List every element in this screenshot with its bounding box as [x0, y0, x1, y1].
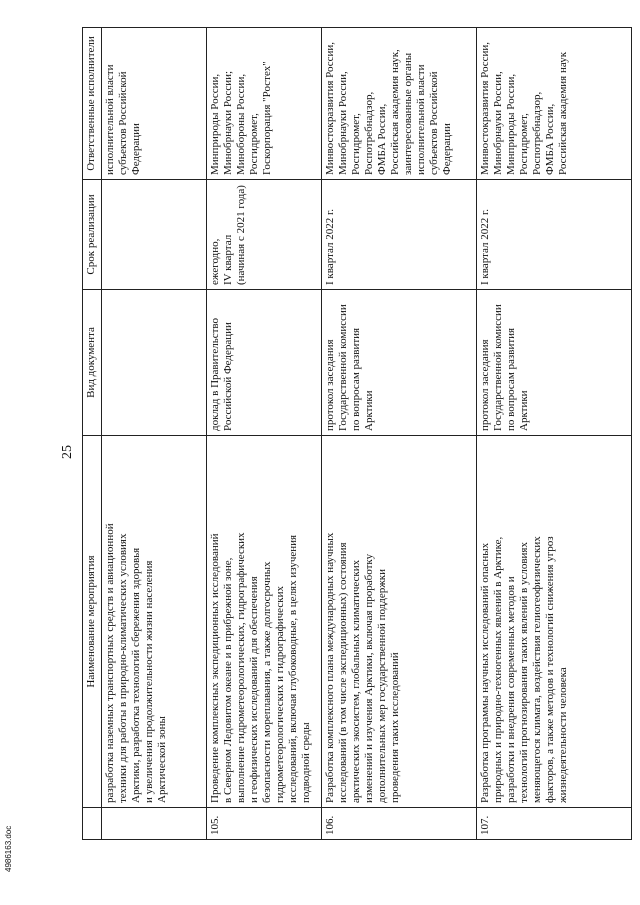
text-line: Росгидромет,	[349, 113, 362, 175]
text-line: разработки и внедрения современных методов и	[504, 576, 517, 803]
text-line: Минприроды России,	[209, 73, 221, 175]
text-line: заинтересованные органы	[401, 52, 414, 175]
text-line: субъектов Российской	[116, 71, 129, 175]
row-number: 107.	[477, 808, 632, 840]
text-line: Арктики	[517, 390, 530, 431]
header-deadline: Срок реализации	[83, 180, 102, 290]
text-line: Минвостокразвития России,	[479, 41, 491, 175]
document-type-cell	[207, 290, 322, 436]
responsible-cell	[207, 28, 322, 180]
table-row	[477, 28, 632, 840]
header-number	[83, 808, 102, 840]
text-line: Проведение комплексных экспедиционных исследований	[209, 533, 221, 803]
text-line: исполнительной власти	[104, 64, 116, 175]
text-line: ФМБА России,	[543, 103, 556, 175]
deadline-cell	[102, 180, 207, 290]
text-line: Разработка комплексного плана международных научных	[324, 532, 336, 803]
text-line: ежегодно,	[209, 238, 221, 285]
measure-name-cell	[207, 436, 322, 808]
rotated-table-frame	[82, 28, 612, 840]
responsible-cell	[322, 28, 477, 180]
table-row	[322, 28, 477, 840]
table-row	[102, 28, 207, 840]
text-line: проведения таких исследований	[388, 652, 401, 803]
text-line: Федерации	[129, 123, 142, 175]
text-line: исследований (в том числе экспедиционных) состояния	[336, 542, 349, 803]
text-line: Минобрнауки России,	[491, 71, 504, 175]
text-line: гидрометеорологических и гидрографических	[273, 586, 286, 803]
responsible-cell	[102, 28, 207, 180]
text-line: выполнение гидрометеорологических, гидрографических	[234, 532, 247, 803]
text-line: разработка наземных транспортных средств и авиационной	[104, 523, 116, 803]
text-line: IV квартал	[221, 234, 234, 285]
text-line: I квартал 2022 г.	[479, 209, 491, 285]
text-line: Российская академия наук,	[388, 49, 401, 175]
text-line: жизнедеятельности человека	[556, 667, 569, 803]
text-line: природных и природно-техногенных явлений в Арктике,	[491, 536, 504, 803]
table-row	[207, 28, 322, 840]
measure-name-cell	[322, 436, 477, 808]
text-line: (начиная с 2021 года)	[234, 185, 247, 285]
text-line: арктических экосистем, глобальных климатических	[349, 559, 362, 803]
text-line: и увеличения продолжительности жизни населения	[142, 560, 155, 803]
deadline-cell	[477, 180, 632, 290]
row-number	[102, 808, 207, 840]
text-line: Роспотребнадзор,	[530, 91, 543, 175]
text-line: исследований, включая глубоководные, в целях изучения	[286, 534, 299, 803]
text-line: Росгидромет,	[247, 113, 260, 175]
text-line: Минобрнауки России,	[336, 71, 349, 175]
text-line: Арктики, разработка технологий сбережения здоровья	[129, 547, 142, 803]
text-line: изменений и изучения Арктики, включая проработку	[362, 553, 375, 803]
text-line: меняющегося климата, воздействия гелиогеофизических	[530, 536, 543, 803]
text-line: доклад в Правительство	[209, 317, 221, 431]
text-line: Росгидромет,	[517, 113, 530, 175]
text-line: Государственной комиссии	[336, 304, 349, 431]
text-line: факторов, а также методов и технологий снижения угроз	[543, 536, 556, 803]
text-line: Минприроды России,	[504, 73, 517, 175]
header-responsible: Ответственные исполнители	[83, 28, 102, 180]
document-type-cell	[102, 290, 207, 436]
table-header-row	[83, 28, 102, 840]
text-line: протокол заседания	[479, 339, 491, 431]
text-line: Роспотребнадзор,	[362, 91, 375, 175]
row-number: 106.	[322, 808, 477, 840]
header-document-type: Вид документа	[83, 290, 102, 436]
text-line: технологий прогнозирования таких явлений в условиях	[517, 542, 530, 803]
text-line: Минвостокразвития России,	[324, 41, 336, 175]
row-number: 105.	[207, 808, 322, 840]
text-line: и геофизических исследований для обеспечения	[247, 576, 260, 803]
text-line: дополнительных мер государственной поддержки	[375, 568, 388, 803]
text-line: Разработка программы научных исследований опасных	[479, 542, 491, 803]
document-type-cell	[477, 290, 632, 436]
text-line: по вопросам развития	[504, 327, 517, 431]
measure-name-cell	[102, 436, 207, 808]
measures-table	[82, 27, 632, 840]
text-line: Государственной комиссии	[491, 304, 504, 431]
text-line: протокол заседания	[324, 339, 336, 431]
measure-name-cell	[477, 436, 632, 808]
text-line: Минобрнауки России;	[221, 70, 234, 175]
text-line: ФМБА России,	[375, 103, 388, 175]
text-line: Арктической зоны	[155, 716, 168, 803]
text-line: Минобороны России,	[234, 73, 247, 175]
deadline-cell	[207, 180, 322, 290]
text-line: Российской Федерации	[221, 322, 234, 431]
responsible-cell	[477, 28, 632, 180]
text-line: техники для работы в природно-климатических условиях	[116, 533, 129, 803]
text-line: I квартал 2022 г.	[324, 209, 336, 285]
header-measure-name: Наименование мероприятия	[83, 436, 102, 808]
document-file-id: 4986163.doc	[4, 825, 13, 872]
document-type-cell	[322, 290, 477, 436]
text-line: исполнительной власти	[414, 64, 427, 175]
text-line: субъектов Российской	[427, 71, 440, 175]
text-line: в Северном Ледовитом океане и в прибрежной зоне,	[221, 557, 234, 803]
text-line: безопасности мореплавания, а также долгосрочных	[260, 561, 273, 803]
text-line: по вопросам развития	[349, 327, 362, 431]
text-line: подводной среды	[299, 722, 312, 803]
text-line: Федерации	[440, 123, 453, 175]
text-line: Арктики	[362, 390, 375, 431]
text-line: Российская академия наук	[556, 51, 569, 175]
deadline-cell	[322, 180, 477, 290]
text-line: Госкорпорация "Ростех"	[260, 61, 273, 175]
page-number: 25	[60, 445, 75, 459]
